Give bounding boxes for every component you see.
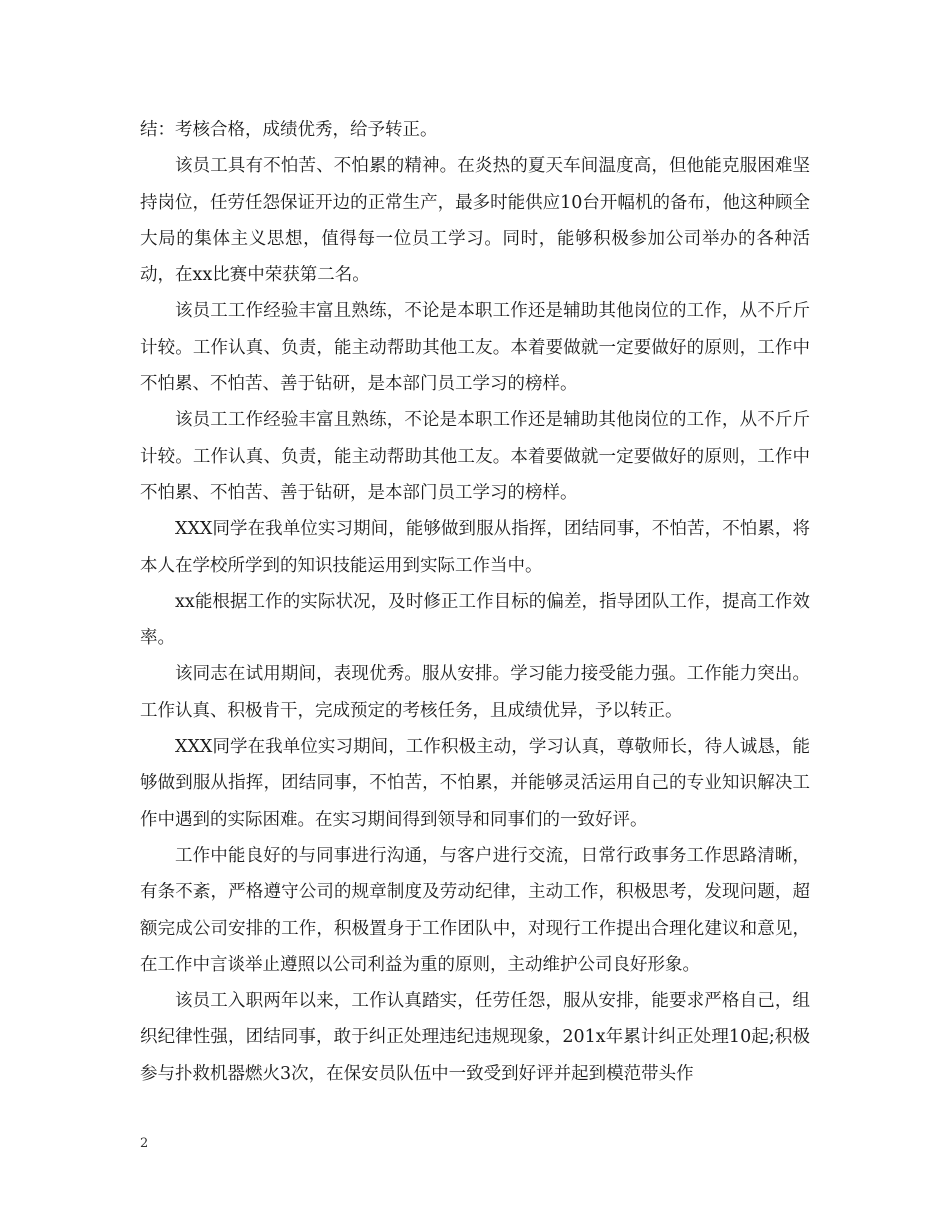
paragraph-2: 该员工具有不怕苦、不怕累的精神。在炎热的夏天车间温度高，但他能克服困难坚持岗位，任劳任怨保证开边的正常生产，最多时能供应10台开幅机的备布，他这种顾全大局的集体主义思想，值得每一位员工学习。同时，能够积极参加公司举办的各种活动，在xx比赛中荣获第二名。 — [140, 156, 810, 286]
paragraph-9: 工作中能良好的与同事进行沟通，与客户进行交流，日常行政事务工作思路清晰，有条不紊，严格遵守公司的规章制度及劳动纪律，主动工作，积极思考，发现问题，超额完成公司安排的工作，积极置身于工作团队中，对现行工作提出合理化建议和意见，在工作中言谈举止遵照以公司利益为重的原则，主动维护公司良好形象。 — [140, 845, 810, 975]
page-number: 2 — [140, 1136, 149, 1151]
paragraph-3: 该员工工作经验丰富且熟练，不论是本职工作还是辅助其他岗位的工作，从不斤斤计较。工作认真、负责，能主动帮助其他工友。本着要做就一定要做好的原则，工作中不怕累、不怕苦、善于钻研，是本部门员工学习的榜样。 — [140, 301, 810, 395]
paragraph-7: 该同志在试用期间，表现优秀。服从安排。学习能力接受能力强。工作能力突出。工作认真、积极肯干，完成预定的考核任务，且成绩优异，予以转正。 — [140, 664, 810, 721]
paragraph-4: 该员工工作经验丰富且熟练，不论是本职工作还是辅助其他岗位的工作，从不斤斤计较。工作认真、负责，能主动帮助其他工友。本着要做就一定要做好的原则，工作中不怕累、不怕苦、善于钻研，是本部门员工学习的榜样。 — [140, 410, 810, 503]
paragraph-8: XXX同学在我单位实习期间，工作积极主动，学习认真，尊敬师长，待人诚恳，能够做到服从指挥，团结同事，不怕苦，不怕累，并能够灵活运用自己的专业知识解决工作中遇到的实际困难。在实习期间得到领导和同事们的一致好评。 — [140, 737, 810, 830]
paragraph-10: 该员工入职两年以来，工作认真踏实，任劳任怨，服从安排，能要求严格自己，组织纪律性强，团结同事，敢于纠正处理违纪违规现象，201x年累计纠正处理10起;积极参与扑救机器燃火3次，在保安员队伍中一致受到好评并起到模范带头作 — [140, 991, 810, 1084]
paragraph-5: XXX同学在我单位实习期间，能够做到服从指挥，团结同事，不怕苦，不怕累，将本人在学校所学到的知识技能运用到实际工作当中。 — [140, 519, 810, 576]
paragraph-1: 结：考核合格，成绩优秀，给予转正。 — [140, 120, 438, 140]
document-body — [140, 112, 810, 1092]
paragraph-6: xx能根据工作的实际状况，及时修正工作目标的偏差，指导团队工作，提高工作效率。 — [140, 591, 810, 649]
